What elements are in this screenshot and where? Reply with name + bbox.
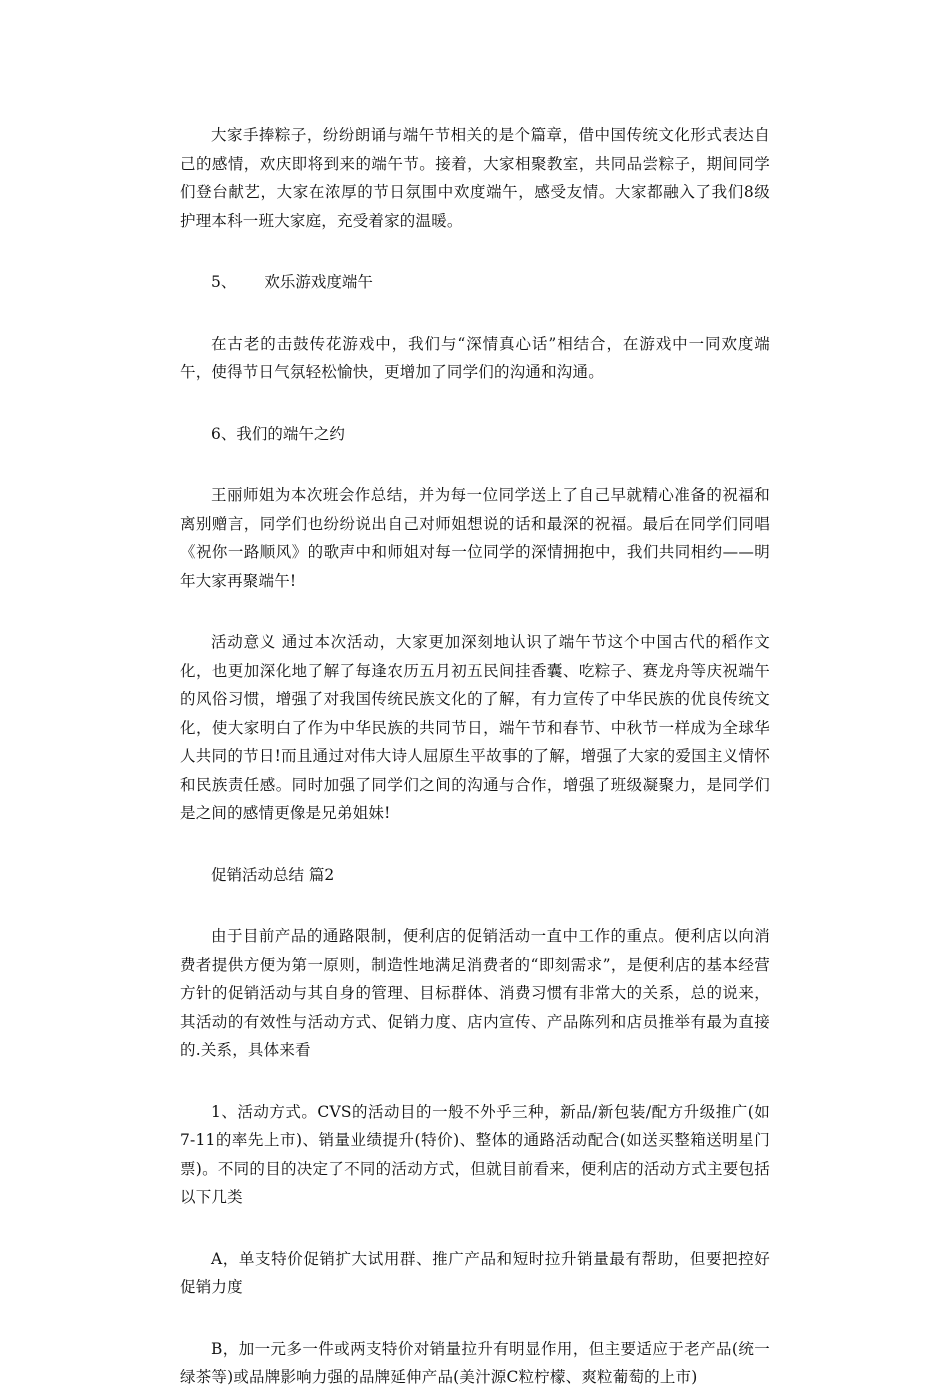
paragraph-convenience-store-promotion: 由于目前产品的通路限制，便利店的促销活动一直中工作的重点。便利店以向消费者提供方便为第一原则，制造性地满足消费者的“即刻需求”，是便利店的基本经营方针的促销活动与其自身的管理、目标群体、消费习惯有非常大的关系，总的说来，其活动的有效性与活动方式、促销力度、店内宣传、产品陈列和店员推举有最为直接的.关系，具体来看 xyxy=(180,927,770,1059)
paragraph-option-a: A，单支特价促销扩大试用群、推广产品和短时拉升销量最有帮助，但要把控好促销力度 xyxy=(180,1249,770,1296)
paragraph-activity-significance: 活动意义 通过本次活动，大家更加深刻地认识了端午节这个中国古代的稻作文化，也更加深化地了解了每逢农历五月初五民间挂香囊、吃粽子、赛龙舟等庆祝端午的风俗习惯，增强了对我国传统民族文化的了解，有力宣传了中华民族的优良传统文化，使大家明白了作为中华民族的共同节日，端午节和春节、中秋节一样成为全球华人共同的节日!而且通过对伟大诗人屈原生平故事的了解，增强了大家的爱国主义情怀和民族责任感。同时加强了同学们之间的沟通与合作，增强了班级凝聚力，是同学们是之间的感情更像是兄弟姐妹! xyxy=(180,633,770,822)
section-title: 促销活动总结 篇2 xyxy=(211,865,335,884)
heading-number: 5、 xyxy=(211,273,237,291)
heading-item-5 xyxy=(180,268,770,297)
paragraph-activity-method: 1、活动方式。CVS的活动目的一般不外乎三种，新品/新包装/配方升级推广(如7-11的率先上市)、销量业绩提升(特价)、整体的通路活动配合(如送买整箱送明星门票)。不同的目的决定了不同的活动方式，但就目前看来，便利店的活动方式主要包括以下几类 xyxy=(180,1102,770,1206)
paragraph-drum-game: 在古老的击鼓传花游戏中，我们与“深情真心话”相结合，在游戏中一同欢度端午，使得节日气氛轻松愉快，更增加了同学们的沟通和沟通。 xyxy=(180,334,770,381)
paragraph-summary-blessing: 王丽师姐为本次班会作总结，并为每一位同学送上了自己早就精心准备的祝福和离别赠言，同学们也纷纷说出自己对师姐想说的话和最深的祝福。最后在同学们同唱《祝你一路顺风》的歌声中和师姐对每一位同学的深情拥抱中，我们共同相约——明年大家再聚端午! xyxy=(180,486,770,590)
heading-item-6: 6、我们的端午之约 xyxy=(211,424,345,443)
document-body xyxy=(180,121,770,1392)
paragraph-option-b: B，加一元多一件或两支特价对销量拉升有明显作用，但主要适应于老产品(统一绿茶等)或品牌影响力强的品牌延伸产品(美汁源C粒柠檬、爽粒葡萄的上市) xyxy=(180,1339,770,1386)
paragraph-dragon-boat-reading: 大家手捧粽子，纷纷朗诵与端午节相关的是个篇章，借中国传统文化形式表达自己的感情，欢庆即将到来的端午节。接着，大家相聚教室，共同品尝粽子，期间同学们登台献艺，大家在浓厚的节日氛围中欢度端午，感受友情。大家都融入了我们8级护理本科一班大家庭，充受着家的温暖。 xyxy=(180,126,770,230)
heading-text: 欢乐游戏度端午 xyxy=(264,273,373,291)
